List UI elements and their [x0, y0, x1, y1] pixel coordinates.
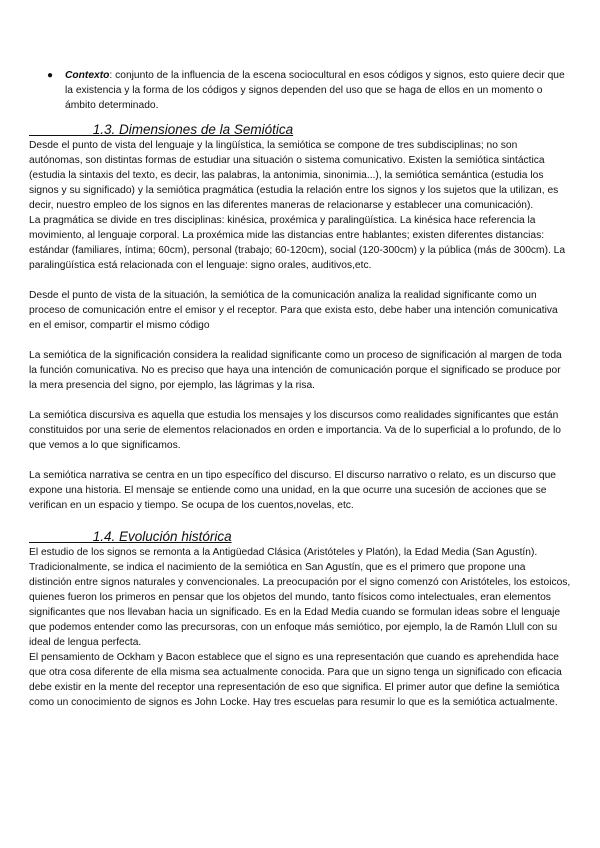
paragraph: La pragmática se divide en tres disciplinas: kinésica, proxémica y paralingüística. La kinésica hace referencia la movimiento, al lenguaje corporal. La proxémica mide las distancias entre hablantes; existen diferentes distancias: estándar (familiares, íntima; 60cm), personal (trabajo; 60-120cm), social (120-300cm) y la pública (más de 300cm). La paralingüística está relacionada con el lenguaje: signo orales, auditivos,etc.: [29, 215, 566, 271]
section-heading-evolucion: 1.4. Evolución histórica: [29, 529, 232, 544]
paragraph: Desde el punto de vista de la situación, la semiótica de la comunicación analiza la realidad significante como un proceso de comunicación entre el emisor y el receptor. Para que exista esto, debe haber una intención comunicativa en el emisor, compartir el mismo código: [29, 290, 558, 331]
section-heading-dimensiones: 1.3. Dimensiones de la Semiótica: [29, 122, 294, 137]
paragraph: La semiótica discursiva es aquella que estudia los mensajes y los discursos como realidades significantes que están constituidos por una serie de elementos relacionados en orden e importancia. Va de lo superficial a lo profundo, de lo que vemos a lo que significamos.: [29, 410, 561, 451]
list-item-term: Contexto: [65, 70, 110, 81]
list-item-text: [65, 68, 571, 113]
paragraph: Desde el punto de vista del lenguaje y la lingüística, la semiótica se compone de tres subdisciplinas; no son autónomas, son distintas formas de estudiar una situación o sistema comunicativo. Existen la semiótica sintáctica (estudia la sintaxis del texto, es decir, las palabras, la antonimia, sinonimia...), la semiótica semántica (estudia los signos y su significado) y la semiótica pragmática (estudia la relación entre los signos y los sujetos que la utilizan, es decir, nuestro empleo de los signos en las diferentes maneras de relacionarse y establecer una comunicación).: [29, 140, 559, 211]
document-body: [29, 68, 571, 710]
paragraph: La semiótica narrativa se centra en un tipo específico del discurso. El discurso narrativo o relato, es un discurso que expone una historia. El mensaje se entiende como una unidad, en la que ocurre una sucesión de acciones que se verifican en un espacio y tiempo. Se ocupa de los cuentos,novelas, etc.: [29, 470, 557, 511]
list-item-definition: : conjunto de la influencia de la escena sociocultural en esos códigos y signos, esto quiere decir que la existencia y la forma de los códigos y signos dependen del uso que se haga de ellos en un momento o ámbito determinado.: [65, 70, 565, 111]
bullet-dot-icon: ●: [47, 70, 54, 81]
list-item-contexto: [29, 68, 571, 113]
paragraph: El pensamiento de Ockham y Bacon establece que el signo es una representación que cuando es aprehendida hace que otra cosa diferente de ella misma sea actualmente conocida. Para que un signo tenga un significado con eficacia debe existir en la mente del receptor una representación de eso que significa. El primer autor que define la semiótica como un conocimiento de signos es John Locke. Hay tres escuelas para resumir lo que es la semiótica actualmente.: [29, 652, 562, 708]
paragraph: La semiótica de la significación considera la realidad significante como un proceso de significación al margen de toda la función comunicativa. No es preciso que haya una intención de comunicación porque el significado se produce por la mera presencia del signo, por ejemplo, las lágrimas y la risa.: [29, 350, 562, 391]
paragraph: El estudio de los signos se remonta a la Antigüedad Clásica (Aristóteles y Platón), la Edad Media (San Agustín). Tradicionalmente, se indica el nacimiento de la semiótica en San Agustín, que es el primero que propone una distinción entre signos naturales y convencionales. La preocupación por el signo comenzó con Aristóteles, los estoicos, quienes fueron los primeros en pensar que los objetos del mundo, tanto físicos como intelectuales, eran elementos significantes que nos llevaban hacia un significado. Es en la Edad Media cuando se formulan ideas sobre el lenguaje que podemos entender como las precursoras, con un enfoque más semiótico, por ejemplo, la de Ramón Llull con su ideal de lengua perfecta.: [29, 547, 571, 648]
